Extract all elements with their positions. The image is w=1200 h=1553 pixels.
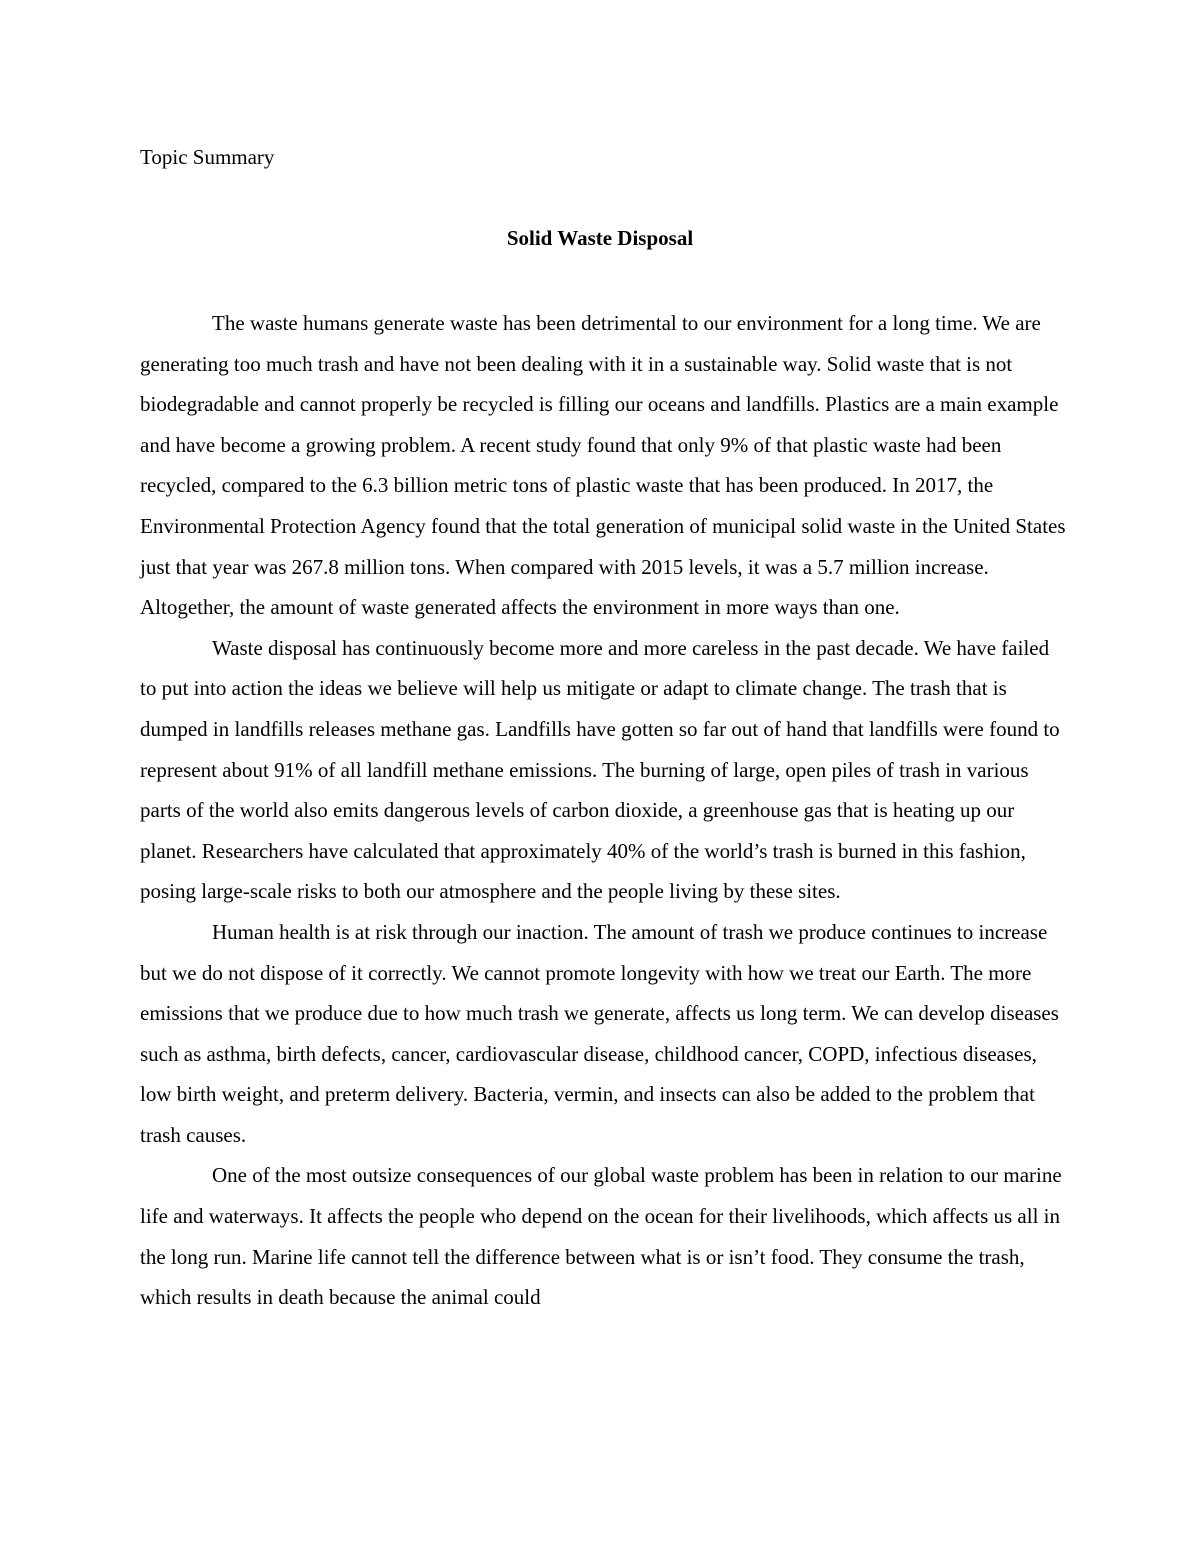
paragraph-2: Waste disposal has continuously become more and more careless in the past decade. We have failed to put into action the ideas we believe will help us mitigate or adapt to climate change. The trash that is dumped in landfills releases methane gas. Landfills have gotten so far out of hand that landfills were found to represent about 91% of all landfill methane emissions. The burning of large, open piles of trash in various parts of the world also emits dangerous levels of carbon dioxide, a greenhouse gas that is heating up our planet. Researchers have calculated that approximately 40% of the world’s trash is burned in this fashion, posing large-scale risks to both our atmosphere and the people living by these sites. — [140, 635, 1060, 904]
topic-label: Topic Summary — [140, 145, 275, 169]
document-title: Solid Waste Disposal — [506, 226, 694, 250]
paragraph-4: One of the most outsize consequences of our global waste problem has been in relation to our marine life and waterways. It affects the people who depend on the ocean for their livelihoods, which affects us all in the long run. Marine life cannot tell the difference between what is or isn’t food. They consume the trash, which results in death because the animal could — [140, 1163, 1062, 1310]
document-body — [140, 303, 1070, 1318]
paragraph-1: The waste humans generate waste has been detrimental to our environment for a long time. We are generating too much trash and have not been dealing with it in a sustainable way. Solid waste that is not biodegradable and cannot properly be recycled is filling our oceans and landfills. Plastics are a main example and have become a growing problem. A recent study found that only 9% of that plastic waste had been recycled, compared to the 6.3 billion metric tons of plastic waste that has been produced. In 2017, the Environmental Protection Agency found that the total generation of municipal solid waste in the United States just that year was 267.8 million tons. When compared with 2015 levels, it was a 5.7 million increase. Altogether, the amount of waste generated affects the environment in more ways than one. — [140, 311, 1066, 620]
paragraph-3: Human health is at risk through our inaction. The amount of trash we produce continues to increase but we do not dispose of it correctly. We cannot promote longevity with how we treat our Earth. The more emissions that we produce due to how much trash we generate, affects us long term. We can develop diseases such as asthma, birth defects, cancer, cardiovascular disease, childhood cancer, COPD, infectious diseases, low birth weight, and preterm delivery. Bacteria, vermin, and insects can also be added to the problem that trash causes. — [140, 919, 1059, 1147]
